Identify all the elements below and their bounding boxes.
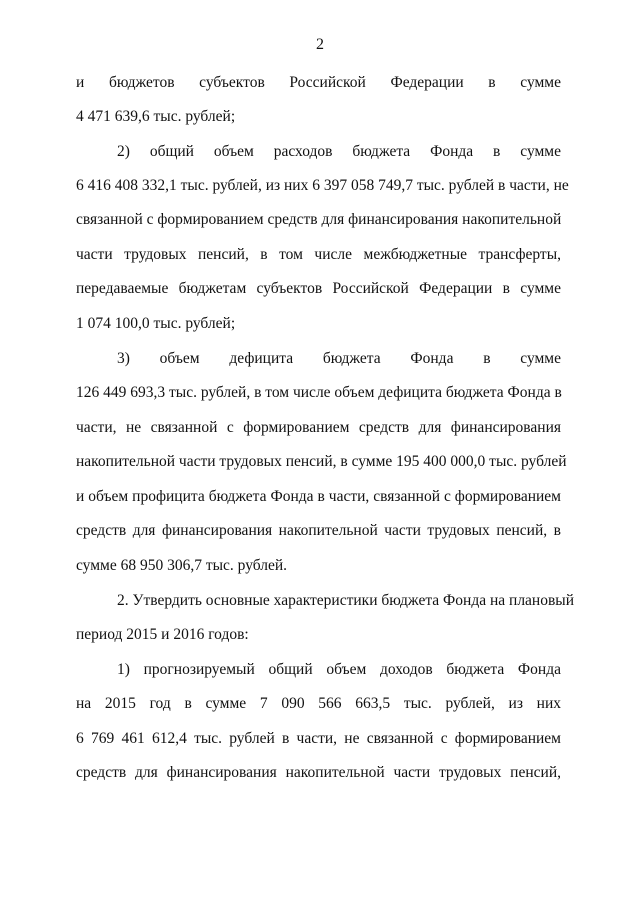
text-line: средств для финансирования накопительной части трудовых пенсий, — [76, 764, 561, 781]
text-line: накопительной части трудовых пенсий, в сумме 195 400 000,0 тыс. рублей — [76, 453, 567, 470]
text-line: сумме 68 950 306,7 тыс. рублей. — [76, 557, 288, 574]
text-line: 2. Утвердить основные характеристики бюджета Фонда на плановый — [117, 592, 575, 609]
text-line: период 2015 и 2016 годов: — [76, 626, 249, 643]
text-line: 2) общий объем расходов бюджета Фонда в сумме — [117, 143, 561, 160]
text-line: на 2015 год в сумме 7 090 566 663,5 тыс. рублей, из них — [76, 695, 561, 712]
text-line: 6 769 461 612,4 тыс. рублей в части, не связанной с формированием — [76, 730, 561, 747]
page-number: 2 — [316, 36, 324, 53]
text-line: связанной с формированием средств для финансирования накопительной — [76, 211, 562, 228]
text-line: 4 471 639,6 тыс. рублей; — [76, 108, 236, 125]
text-line: и объем профицита бюджета Фонда в части, связанной с формированием — [76, 488, 561, 505]
text-line: и бюджетов субъектов Российской Федерации в сумме — [76, 74, 561, 91]
text-line: передаваемые бюджетам субъектов Российской Федерации в сумме — [76, 280, 561, 297]
text-line: средств для финансирования накопительной части трудовых пенсий, в — [76, 522, 561, 539]
text-line: 6 416 408 332,1 тыс. рублей, из них 6 397 058 749,7 тыс. рублей в части, не — [76, 177, 569, 194]
text-line: части, не связанной с формированием средств для финансирования — [76, 419, 561, 436]
text-line: 3) объем дефицита бюджета Фонда в сумме — [117, 350, 561, 367]
text-line: 1) прогнозируемый общий объем доходов бюджета Фонда — [117, 661, 561, 678]
text-line: 1 074 100,0 тыс. рублей; — [76, 315, 236, 332]
text-line: 126 449 693,3 тыс. рублей, в том числе объем дефицита бюджета Фонда в — [76, 384, 562, 401]
text-line: части трудовых пенсий, в том числе межбюджетные трансферты, — [76, 246, 561, 263]
